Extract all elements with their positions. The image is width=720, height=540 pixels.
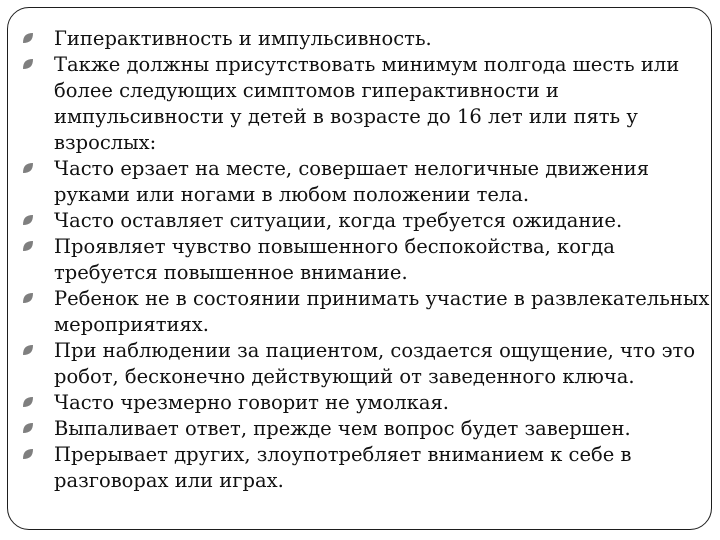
leaf-bullet-icon <box>22 58 34 70</box>
leaf-bullet-icon <box>22 214 34 226</box>
leaf-bullet-icon <box>22 292 34 304</box>
list-item-text: Выпаливает ответ, прежде чем вопрос будет завершен. <box>54 417 631 440</box>
list-item <box>22 338 714 390</box>
list-item-text: Гиперактивность и импульсивность. <box>54 27 432 50</box>
list-item-text: Проявляет чувство повышенного беспокойства, когда требуется повышенное внимание. <box>54 235 615 284</box>
leaf-bullet-icon <box>22 344 34 356</box>
leaf-bullet-icon <box>22 448 34 460</box>
list-item <box>22 26 714 52</box>
list-item <box>22 390 714 416</box>
list-item-text: Часто чрезмерно говорит не умолкая. <box>54 391 449 414</box>
list-item <box>22 156 714 208</box>
leaf-bullet-icon <box>22 162 34 174</box>
bullet-list <box>22 26 714 494</box>
list-item-text: Ребенок не в состоянии принимать участие в развлекательных мероприятиях. <box>54 287 710 336</box>
list-item <box>22 286 714 338</box>
list-item <box>22 234 714 286</box>
list-item-text: Часто оставляет ситуации, когда требуется ожидание. <box>54 209 623 232</box>
list-item <box>22 416 714 442</box>
leaf-bullet-icon <box>22 422 34 434</box>
list-item-text: Прерывает других, злоупотребляет вниманием к себе в разговорах или играх. <box>54 443 632 492</box>
list-item <box>22 52 714 156</box>
list-item-text: При наблюдении за пациентом, создается ощущение, что это робот, бесконечно действующий от заведенного ключа. <box>54 339 696 388</box>
list-item-text: Часто ерзает на месте, совершает нелогичные движения руками или ногами в любом положении тела. <box>54 157 650 206</box>
list-item <box>22 442 714 494</box>
leaf-bullet-icon <box>22 32 34 44</box>
leaf-bullet-icon <box>22 396 34 408</box>
leaf-bullet-icon <box>22 240 34 252</box>
list-item <box>22 208 714 234</box>
list-item-text: Также должны присутствовать минимум полгода шесть или более следующих симптомов гиперактивности и импульсивности у детей в возрасте до 16 лет или пять у взрослых: <box>54 53 680 154</box>
